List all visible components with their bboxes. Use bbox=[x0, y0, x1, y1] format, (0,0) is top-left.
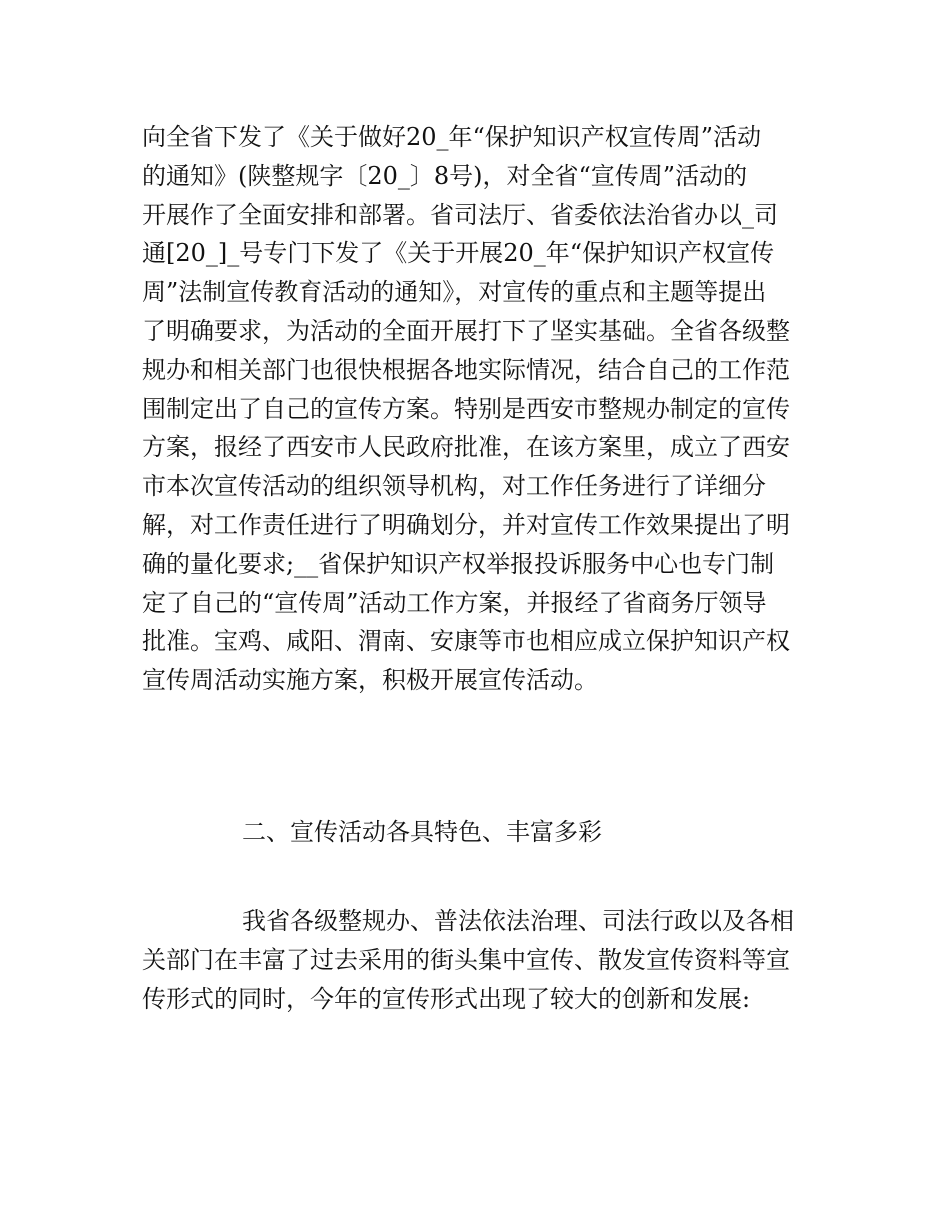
paragraph-line: 传形式的同时，今年的宣传形式出现了较大的创新和发展: bbox=[142, 984, 751, 1013]
paragraph-line: 围制定出了自己的宣传方案。特别是西安市整规办制定的宣传 bbox=[142, 394, 790, 423]
paragraph-line: 批准。宝鸡、咸阳、渭南、安康等市也相应成立保护知识产权 bbox=[142, 627, 790, 656]
paragraph-1 bbox=[142, 118, 822, 700]
paragraph-line: 宣传周活动实施方案，积极开展宣传活动。 bbox=[142, 666, 598, 695]
paragraph-line: 的通知》(陕整规字〔20_〕8号)，对全省“宣传周”活动的 bbox=[142, 161, 748, 190]
paragraph-line: 市本次宣传活动的组织领导机构，对工作任务进行了详细分 bbox=[142, 472, 766, 501]
paragraph-line: 周”法制宣传教育活动的通知》，对宣传的重点和主题等提出 bbox=[142, 278, 767, 307]
paragraph-line: 我省各级整规办、普法依法治理、司法行政以及各相 bbox=[242, 907, 794, 935]
paragraph-line: 通[20_]_号专门下发了《关于开展20_年“保护知识产权宣传 bbox=[142, 239, 775, 268]
paragraph-2 bbox=[142, 902, 822, 1018]
paragraph-line: 解，对工作责任进行了明确划分，并对宣传工作效果提出了明 bbox=[142, 510, 790, 539]
paragraph-line: 开展作了全面安排和部署。省司法厅、省委依法治省办以_司 bbox=[142, 200, 778, 229]
paragraph-line: 定了自己的“宣传周”活动工作方案，并报经了省商务厅领导 bbox=[142, 588, 767, 617]
paragraph-line: 规办和相关部门也很快根据各地实际情况，结合自己的工作范 bbox=[142, 355, 790, 384]
paragraph-line: 方案，报经了西安市人民政府批准，在该方案里，成立了西安 bbox=[142, 433, 790, 462]
paragraph-line: 确的量化要求;__省保护知识产权举报投诉服务中心也专门制 bbox=[142, 549, 775, 578]
section-heading bbox=[142, 813, 822, 852]
paragraph-line: 向全省下发了《关于做好20_年“保护知识产权宣传周”活动 bbox=[142, 123, 762, 151]
paragraph-line: 关部门在丰富了过去采用的街头集中宣传、散发宣传资料等宣 bbox=[142, 945, 790, 974]
paragraph-line: 了明确要求，为活动的全面开展打下了坚实基础。全省各级整 bbox=[142, 316, 790, 345]
section-heading-text: 二、宣传活动各具特色、丰富多彩 bbox=[242, 818, 602, 846]
